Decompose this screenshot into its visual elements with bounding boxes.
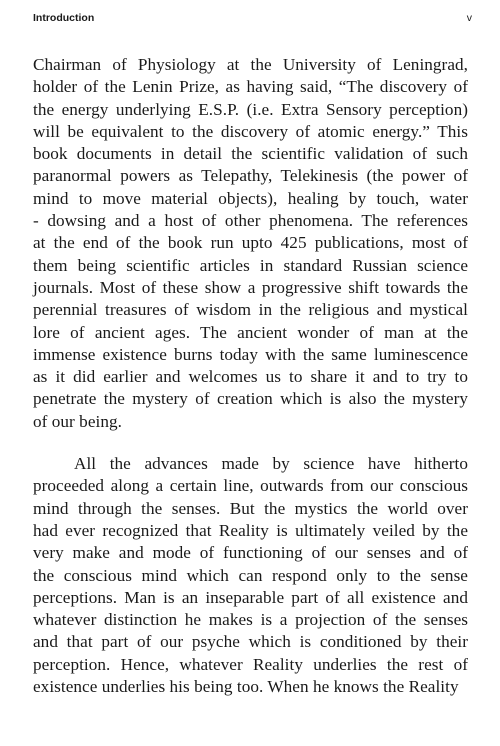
text-line: perceptions. Man is an inseparable part of all existence and [33,587,468,607]
text-line: holder of the Lenin Prize, as having said, “The discovery of [33,77,468,97]
text-line: mind through the senses. But the mystics the world over [33,498,468,518]
text-line: of our being. [33,411,122,431]
text-line: and that part of our psyche which is conditioned by their [33,632,468,652]
text-line: proceeded along a certain line, outwards from our conscious [33,476,468,496]
text-line: penetrate the mystery of creation which is also the mystery [33,389,468,409]
running-head [33,12,472,26]
text-line: at the end of the book run upto 425 publications, most of [33,233,468,253]
paragraph-gap [33,433,468,453]
paragraph [33,453,468,698]
text-line: had ever recognized that Reality is ultimately veiled by the [33,520,468,540]
text-line: paranormal powers as Telepathy, Telekinesis (the power of [33,166,468,186]
text-line: very make and mode of functioning of our senses and of [33,543,468,563]
text-line: lore of ancient ages. The ancient wonder of man at the [33,322,468,342]
text-line: mind to move material objects), healing by touch, water [33,188,468,208]
text-line: the conscious mind which can respond only to the sense [33,565,468,585]
text-line: as it did earlier and welcomes us to share it and to try to [33,367,468,387]
page-number: v [466,12,472,24]
text-line: book documents in detail the scientific validation of such [33,144,468,164]
text-line: perennial treasures of wisdom in the religious and mystical [33,300,468,320]
paragraph-continuation [33,54,468,433]
text-line: - dowsing and a host of other phenomena. The references [33,211,468,231]
text-line: will be equivalent to the discovery of atomic energy.” This [33,121,468,141]
text-line: whatever distinction he makes is a projection of the senses [33,610,468,630]
body-text [33,54,468,698]
text-line: journals. Most of these show a progressive shift towards the [33,277,468,297]
text-line: All the advances made by science have hitherto [74,454,468,474]
text-line: the energy underlying E.S.P. (i.e. Extra Sensory perception) [33,99,468,119]
running-head-section-title: Introduction [33,12,95,24]
text-line: Chairman of Physiology at the University of Leningrad, [33,55,468,74]
text-line: existence underlies his being too. When he knows the Reality [33,677,459,697]
text-line: perception. Hence, whatever Reality underlies the rest of [33,654,468,674]
text-line: them being scientific articles in standard Russian science [33,255,468,275]
text-line: immense existence burns today with the same luminescence [33,344,468,364]
